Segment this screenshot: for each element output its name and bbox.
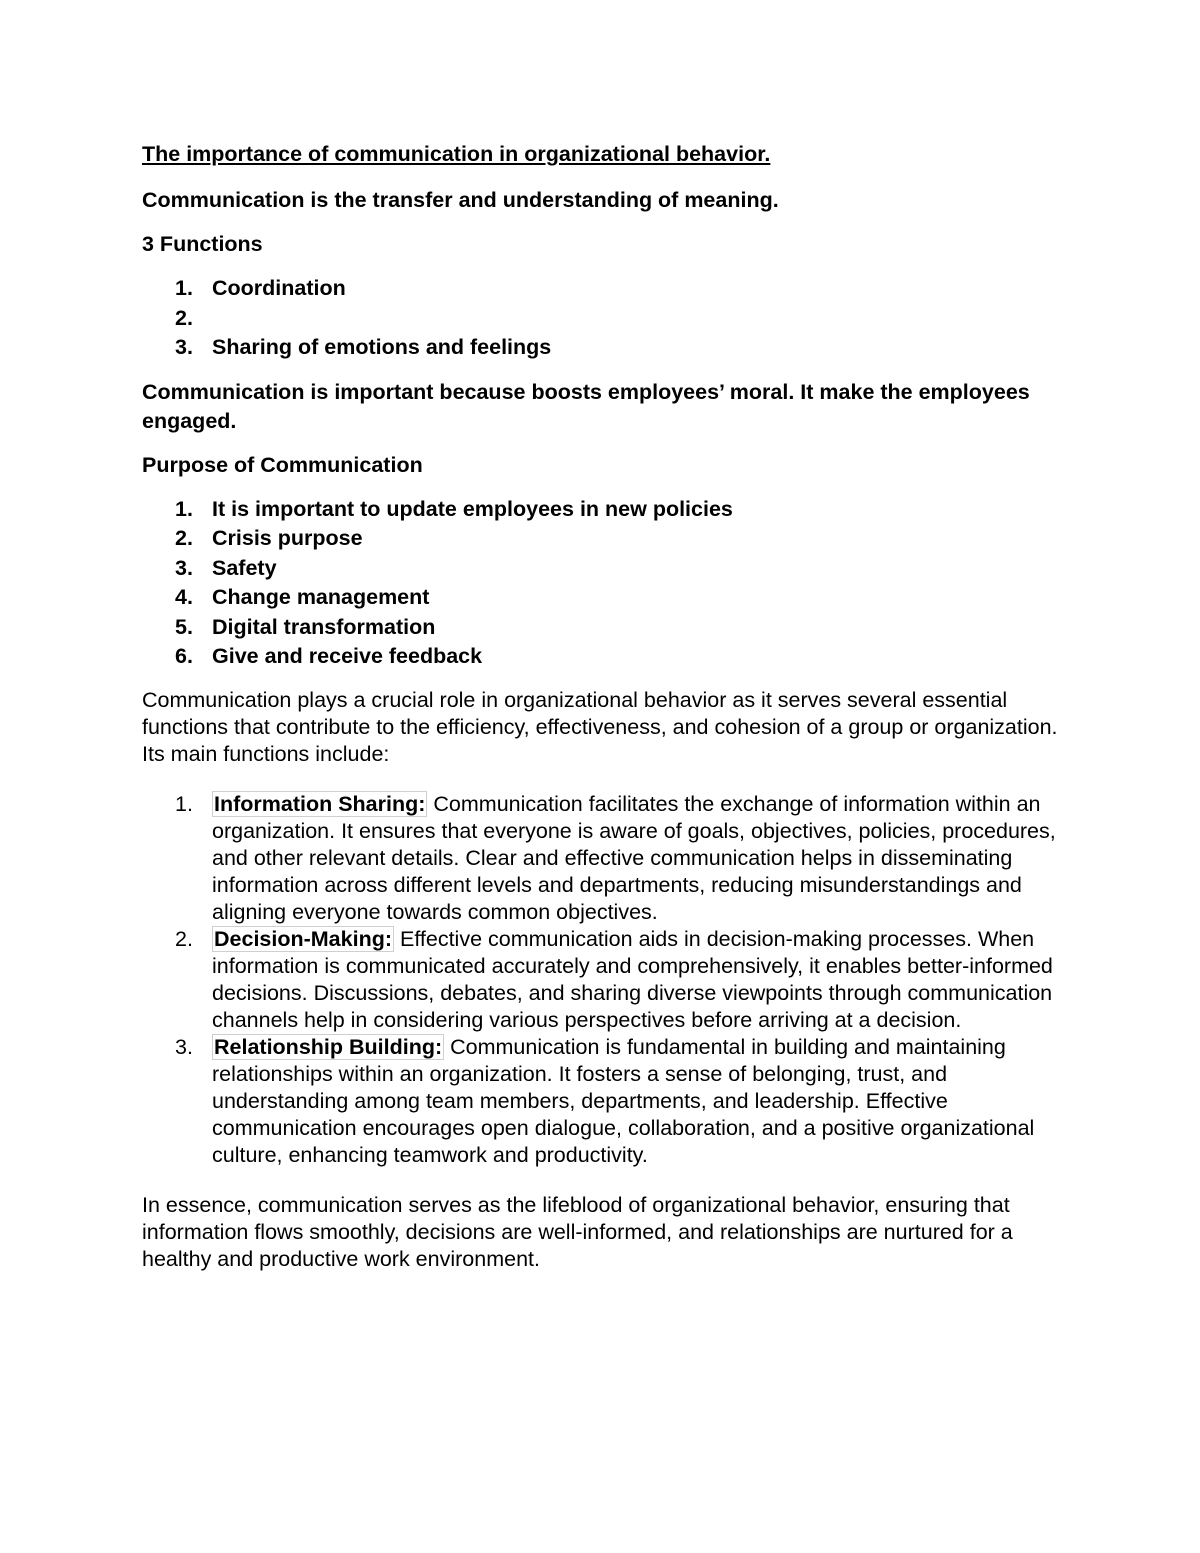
list-item-text: Safety (212, 555, 277, 580)
list-item (142, 642, 1072, 672)
functions-heading: 3 Functions (142, 232, 263, 256)
term-description: Communication facilitates the exchange of information within an organization. It ensures that everyone is aware of goals, objectives, policies, procedures, and other relevant details. Clear and effective communication helps in disseminating information across different levels and departments, reducing misunderstandings and aligning everyone towards common objectives. (212, 791, 1056, 924)
list-item (142, 583, 1072, 613)
definition-line: Communication is the transfer and understanding of meaning. (142, 188, 779, 212)
list-item-text: Sharing of emotions and feelings (212, 335, 552, 359)
list-number: 5. (175, 614, 193, 639)
list-number: 3. (175, 335, 193, 359)
conclusion-paragraph: In essence, communication serves as the lifeblood of organizational behavior, ensuring that information flows smoothly, decisions are well-informed, and relationships are nurtured for a healthy and productive work environment. (142, 1192, 1013, 1271)
list-item-text: Coordination (212, 276, 346, 300)
list-number: 1. (175, 496, 193, 521)
document-body (142, 140, 1072, 1288)
term-description: Communication is fundamental in building and maintaining relationships within an organization. It fosters a sense of belonging, trust, and understanding among team members, departments, and leadership. Effective communication encourages open dialogue, collaboration, and a positive organizational culture, enhancing teamwork and productivity. (212, 1034, 1035, 1167)
list-item-text: It is important to update employees in new policies (212, 496, 733, 521)
list-item (142, 333, 1072, 363)
term-description: Effective communication aids in decision-making processes. When information is communicated accurately and comprehensively, it enables better-informed decisions. Discussions, debates, and sharing diverse viewpoints through communication channels help in considering various perspectives before arriving at a decision. (212, 926, 1053, 1032)
list-item-text (212, 926, 1072, 1034)
list-number: 1. (175, 276, 193, 300)
list-number: 2. (175, 926, 193, 951)
functions-list (142, 274, 1072, 363)
list-number: 2. (175, 526, 193, 550)
list-item (142, 1034, 1072, 1169)
list-number: 4. (175, 585, 193, 609)
term-label: Relationship Building: (214, 1034, 443, 1059)
spacer (142, 1184, 1072, 1192)
term-label: Decision-Making: (214, 926, 392, 951)
purposes-list (142, 495, 1072, 672)
list-number: 2. (175, 305, 193, 330)
list-item (142, 304, 1072, 334)
list-item (142, 554, 1072, 584)
list-item (142, 791, 1072, 926)
intro-paragraph: Communication plays a crucial role in organizational behavior as it serves several essential functions that contribute to the efficiency, effectiveness, and cohesion of a group or organization. Its main functions include: (142, 687, 1058, 766)
purpose-heading: Purpose of Communication (142, 452, 423, 477)
importance-paragraph: Communication is important because boosts employees’ moral. It make the employees engaged. (142, 379, 1030, 433)
list-item-text: Change management (212, 585, 430, 609)
main-functions-list (142, 791, 1072, 1169)
list-item-text: Give and receive feedback (212, 644, 483, 668)
list-item (142, 926, 1072, 1034)
term-label: Information Sharing: (214, 791, 426, 816)
list-item-text: Digital transformation (212, 614, 436, 639)
list-number: 1. (175, 791, 193, 816)
document-title: The importance of communication in organizational behavior. (142, 142, 771, 166)
list-item (142, 524, 1072, 554)
spacer (142, 783, 1072, 791)
list-number: 3. (175, 555, 193, 580)
list-item (142, 274, 1072, 304)
list-number: 3. (175, 1034, 193, 1059)
list-number: 6. (175, 644, 193, 668)
list-item-text (212, 791, 1072, 926)
list-item-text: Crisis purpose (212, 526, 363, 550)
list-item (142, 613, 1072, 643)
list-item (142, 495, 1072, 525)
list-item-text (212, 1034, 1072, 1169)
